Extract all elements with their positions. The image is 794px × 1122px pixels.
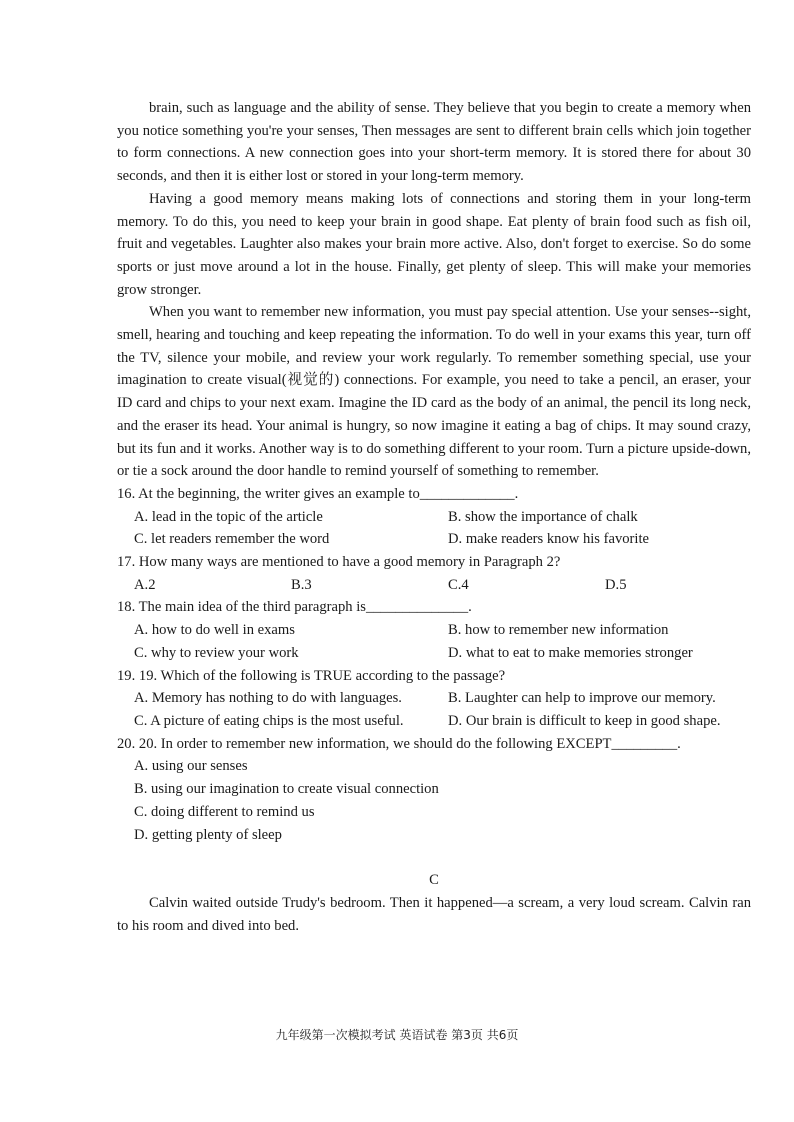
question-19 [117, 665, 751, 733]
question-18-option-a: A. how to do well in exams [134, 622, 295, 639]
question-17-options [117, 574, 751, 597]
passage-paragraph-1: brain, such as language and the ability of sense. They believe that you begin to create a memory when you notice something you're your senses, Then messages are sent to different brain cells which join together to form connections. A new connection goes into your short-term memory. It is stored there for about 30 seconds, and then it is either lost or stored in your long-term memory. [117, 100, 751, 185]
question-20-options [117, 755, 751, 846]
section-c-paragraph: Calvin waited outside Trudy's bedroom. Then it happened—a scream, a very loud scream. Calvin ran to his room and dived into bed. [117, 894, 751, 934]
page-footer: 九年级第一次模拟考试 英语试卷 第3页 共6页 [275, 1028, 519, 1042]
passage-paragraph-2: Having a good memory means making lots of connections and storing them in your long-term memory. To do this, you need to keep your brain in good shape. Eat plenty of brain food such as fish oil, fruit and vegetables. Laughter also makes your brain more active. Also, don't forget to exercise. So do some sports or just move around a lot in the house. Finally, get plenty of sleep. This will make your memories grow stronger. [117, 190, 751, 298]
question-16-option-a: A. lead in the topic of the article [134, 508, 323, 525]
section-c-heading: C [429, 872, 439, 889]
question-17-option-c: C.4 [448, 576, 469, 593]
question-17-option-a: A.2 [134, 576, 156, 593]
question-18-option-d: D. what to eat to make memories stronger [448, 644, 693, 661]
question-16 [117, 483, 751, 551]
question-16-options [117, 506, 751, 551]
question-17 [117, 551, 751, 596]
question-17-option-b: B.3 [291, 576, 312, 593]
question-16-stem: 16. At the beginning, the writer gives an example to_____________. [117, 485, 519, 502]
question-19-option-d: D. Our brain is difficult to keep in good shape. [448, 712, 721, 729]
question-16-option-c: C. let readers remember the word [134, 531, 330, 548]
question-18-option-b: B. how to remember new information [448, 622, 669, 639]
question-20 [117, 733, 751, 847]
question-20-option-c: C. doing different to remind us [134, 803, 315, 820]
question-20-option-b: B. using our imagination to create visual connection [134, 781, 439, 798]
question-20-option-d: D. getting plenty of sleep [134, 826, 282, 843]
question-19-option-c: C. A picture of eating chips is the most useful. [134, 712, 404, 729]
question-19-options [117, 687, 751, 732]
question-19-option-b: B. Laughter can help to improve our memory. [448, 690, 716, 707]
passage-paragraph-3: When you want to remember new information, you must pay special attention. Use your senses--sight, smell, hearing and touching and keep repeating the information. To do well in your exams this year, turn off the TV, silence your mobile, and review your work regularly. To remember something special, use your imagination to create visual(视觉的) connections. For example, you need to take a pencil, an eraser, your ID card and chips to your next exam. Imagine the ID card as the body of an animal, the pencil its long neck, and the eraser its head. Your animal is hungry, so now imagine it eating a bag of chips. It may sound crazy, but its fun and it works. Another way is to do something different to your room. Turn a picture upside-down, or tie a sock around the door handle to remind yourself of something to remember. [117, 304, 751, 480]
question-20-stem: 20. 20. In order to remember new information, we should do the following EXCEPT_________. [117, 735, 681, 752]
question-18-stem: 18. The main idea of the third paragraph is______________. [117, 599, 472, 616]
question-19-option-a: A. Memory has nothing to do with languages. [134, 690, 402, 707]
question-18-option-c: C. why to review your work [134, 644, 299, 661]
question-16-option-b: B. show the importance of chalk [448, 508, 638, 525]
question-16-option-d: D. make readers know his favorite [448, 531, 649, 548]
question-20-option-a: A. using our senses [134, 758, 248, 775]
question-17-stem: 17. How many ways are mentioned to have a good memory in Paragraph 2? [117, 554, 561, 571]
question-17-option-d: D.5 [605, 576, 627, 593]
exam-page [117, 97, 751, 937]
question-19-stem: 19. 19. Which of the following is TRUE according to the passage? [117, 667, 506, 684]
question-18 [117, 596, 751, 664]
question-18-options [117, 619, 751, 664]
